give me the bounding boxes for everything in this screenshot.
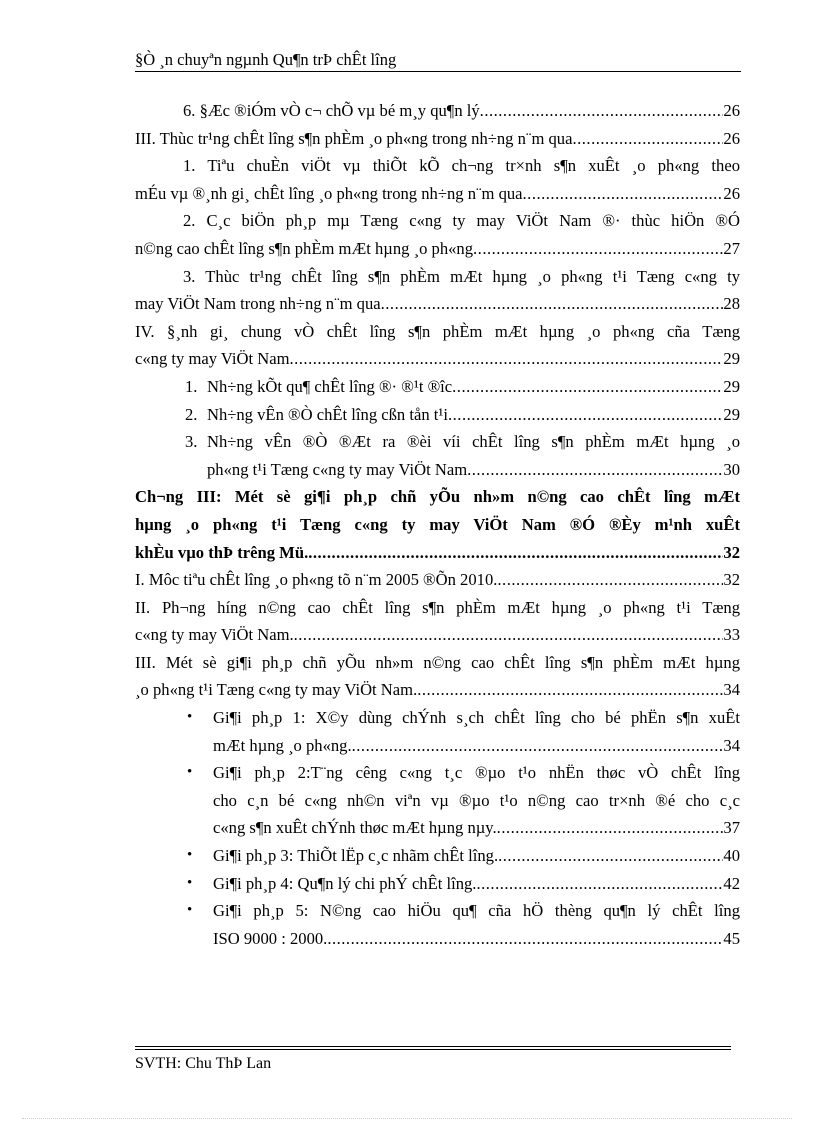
toc-entry-title: Gi¶i ph¸p 4: Qu¶n lý chi phÝ chÊt lîng.: [213, 873, 477, 893]
toc-entry-title: III. Mét sè gi¶i ph¸p chñ yÕu nh»m n©ng cao chÊt lîng s¶n phÈm mÆt hµng: [135, 652, 740, 672]
toc-page-number: 29: [723, 349, 740, 369]
leader-dots: [476, 870, 723, 898]
toc-entry-title: 6. §Æc ®iÓm vÒ c¬ chÕ vµ bé m¸y qu¶n lý: [183, 101, 480, 120]
toc-entry-title-cont: ISO 9000 : 2000.: [213, 928, 328, 948]
leader-dots: [480, 97, 724, 125]
toc-entry-title: 1. Tiªu chuÈn viÖt vµ thiÕt kÕ ch¬ng tr×nh s¶n xuÊt ¸o ph«ng theo: [183, 156, 740, 176]
toc-entry-title: II. Ph¬ng híng n©ng cao chÊt lîng s¶n phÈm mÆt hµng ¸o ph«ng t¹i Tæng: [135, 597, 740, 617]
toc-entry-2-III-1[interactable]: [135, 152, 740, 207]
bullet-icon: •: [187, 709, 193, 726]
toc-entry-title: Nh÷ng vÊn ®Ò ®Æt ra ®èi víi chÊt lîng s¶n phÈm mÆt hµng ¸o: [207, 432, 740, 452]
toc-page-number: 26: [723, 101, 740, 120]
leader-dots: [498, 842, 723, 870]
bullet-icon: •: [187, 874, 193, 891]
leader-dots: [497, 814, 724, 842]
toc-page-number: 34: [723, 735, 740, 755]
leader-dots: [327, 925, 723, 953]
toc-page-number: 29: [723, 376, 740, 396]
toc-entry-title: Gi¶i ph¸p 5: N©ng cao hiÖu qu¶ cña hÖ thèng qu¶n lý chÊt lîng: [213, 901, 740, 921]
toc-item-number: 3.: [185, 432, 198, 452]
toc-page-number: 29: [723, 404, 740, 424]
toc-page-number: 33: [723, 625, 740, 645]
leader-dots: [473, 235, 723, 263]
toc-entry-title-cont: mÆt hµng ¸o ph«ng.: [213, 735, 352, 755]
toc-page-number: 42: [723, 873, 740, 893]
toc-entry-title-cont: cho c¸n bé c«ng nh©n viªn vµ ®µo t¹o n©ng cao tr×nh ®é cho c¸c: [213, 790, 740, 810]
leader-dots: [381, 290, 724, 318]
bullet-icon: •: [187, 847, 193, 864]
toc-entry-title-cont: c«ng s¶n xuÊt chÝnh thøc mÆt hµng nµy.: [213, 818, 497, 838]
toc-entry-title: Ch¬ng III: Mét sè gi¶i ph¸p chñ yÕu nh»m n©ng cao chÊt lîng mÆt: [135, 487, 740, 507]
toc-page-number: 40: [723, 846, 740, 866]
toc-entry-solution-1[interactable]: [135, 704, 740, 759]
leader-dots: [497, 566, 723, 594]
page-edge: [22, 1118, 792, 1119]
leader-dots: [289, 345, 723, 373]
toc-item-number: 1.: [185, 376, 198, 396]
toc-entry-2-III[interactable]: [135, 125, 740, 153]
toc-entry-2-IV[interactable]: [135, 318, 740, 373]
leader-dots: [308, 539, 723, 567]
header-rule: [135, 71, 741, 72]
toc-entry-title-cont: ph«ng t¹i Tæng c«ng ty may ViÖt Nam: [207, 459, 468, 479]
toc-entry-title: IV. §¸nh gi¸ chung vÒ chÊt lîng s¶n phÈm mÆt hµng ¸o ph«ng cña Tæng: [135, 321, 740, 341]
toc-page-number: 32: [723, 542, 740, 562]
toc-entry-title-cont: khÈu vµo thÞ trêng Mü.: [135, 542, 309, 562]
toc-entry-title-cont: c«ng ty may ViÖt Nam.: [135, 625, 294, 645]
bullet-icon: •: [187, 764, 193, 781]
toc-page-number: 34: [723, 680, 740, 700]
leader-dots: [572, 125, 723, 153]
toc-entry-title-cont: hµng ¸o ph«ng t¹i Tæng c«ng ty may ViÖt Nam ®Ó ®Èy m¹nh xuÊt: [135, 514, 740, 534]
toc-entry-title: Nh÷ng vÊn ®Ò chÊt lîng cßn tån t¹i: [207, 404, 448, 424]
toc-entry-3-II[interactable]: [135, 594, 740, 649]
toc-page-number: 28: [723, 294, 740, 314]
leader-dots: [523, 180, 724, 208]
running-footer: SVTH: Chu ThÞ Lan: [135, 1055, 272, 1072]
toc-item-number: 2.: [185, 404, 198, 424]
toc-page-number: 26: [723, 128, 740, 148]
toc-entry-title-cont: c«ng ty may ViÖt Nam: [135, 349, 290, 369]
leader-dots: [294, 621, 724, 649]
toc-entry-title: Gi¶i ph¸p 3: ThiÕt lËp c¸c nhãm chÊt lîng.: [213, 846, 499, 866]
toc-entry-solution-4[interactable]: [135, 870, 740, 898]
running-header: §Ò ¸n chuyªn ngµnh Qu¶n trÞ chÊt lîng: [135, 50, 397, 69]
toc-entry-solution-5[interactable]: [135, 897, 740, 952]
footer-rule-double: [135, 1049, 731, 1050]
toc-page-number: 45: [723, 928, 740, 948]
toc-entry-title: 3. Thùc tr¹ng chÊt lîng s¶n phÈm mÆt hµng ¸o ph«ng t¹i Tæng c«ng ty: [183, 266, 740, 286]
toc-entry-2-III-2[interactable]: [135, 207, 740, 262]
leader-dots: [452, 373, 723, 401]
toc-entry-2-IV-1[interactable]: [135, 373, 740, 401]
toc-entry-chapter-3[interactable]: [135, 483, 740, 566]
toc-entry-title-cont: ¸o ph«ng t¹i Tæng c«ng ty may ViÖt Nam.: [135, 680, 418, 700]
bullet-icon: •: [187, 902, 193, 919]
toc-entry-2-IV-3[interactable]: [135, 428, 740, 483]
toc-entry-solution-3[interactable]: [135, 842, 740, 870]
toc-entry-2-6[interactable]: [135, 97, 740, 125]
toc-entry-title: I. Môc tiªu chÊt lîng ¸o ph«ng tõ n¨m 2005 ®Õn 2010.: [135, 570, 498, 590]
leader-dots: [448, 401, 723, 429]
toc-entry-title: III. Thùc tr¹ng chÊt lîng s¶n phÈm ¸o ph«ng trong nh÷ng n¨m qua: [135, 128, 573, 148]
toc-entry-title-cont: mÉu vµ ®¸nh gi¸ chÊt lîng ¸o ph«ng trong nh÷ng n¨m qua: [135, 183, 523, 203]
toc-entry-3-III[interactable]: [135, 649, 740, 704]
toc-entry-solution-2[interactable]: [135, 759, 740, 842]
footer-rule: [135, 1046, 731, 1047]
toc-page-number: 30: [723, 459, 740, 479]
toc-entry-title: Gi¶i ph¸p 1: X©y dùng chÝnh s¸ch chÊt lîng cho bé phËn s¶n xuÊt: [213, 708, 740, 728]
table-of-contents: [135, 97, 740, 952]
toc-page-number: 26: [723, 183, 740, 203]
toc-page-number: 27: [723, 238, 740, 258]
leader-dots: [467, 456, 723, 484]
toc-entry-title: Nh÷ng kÕt qu¶ chÊt lîng ®· ®¹t ®îc: [207, 376, 453, 396]
toc-entry-title: 2. C¸c biÖn ph¸p mµ Tæng c«ng ty may ViÖt Nam ®· thùc hiÖn ®Ó: [183, 211, 740, 231]
toc-entry-2-IV-2[interactable]: [135, 401, 740, 429]
leader-dots: [352, 732, 724, 760]
toc-entry-2-III-3[interactable]: [135, 263, 740, 318]
toc-entry-title-cont: may ViÖt Nam trong nh÷ng n¨m qua: [135, 294, 381, 314]
toc-entry-title-cont: n©ng cao chÊt lîng s¶n phÈm mÆt hµng ¸o ph«ng: [135, 238, 474, 258]
toc-entry-title: Gi¶i ph¸p 2:T¨ng cêng c«ng t¸c ®µo t¹o nhËn thøc vÒ chÊt lîng: [213, 763, 740, 783]
toc-page-number: 32: [723, 570, 740, 590]
leader-dots: [417, 676, 723, 704]
toc-entry-3-I[interactable]: [135, 566, 740, 594]
toc-page-number: 37: [723, 818, 740, 838]
